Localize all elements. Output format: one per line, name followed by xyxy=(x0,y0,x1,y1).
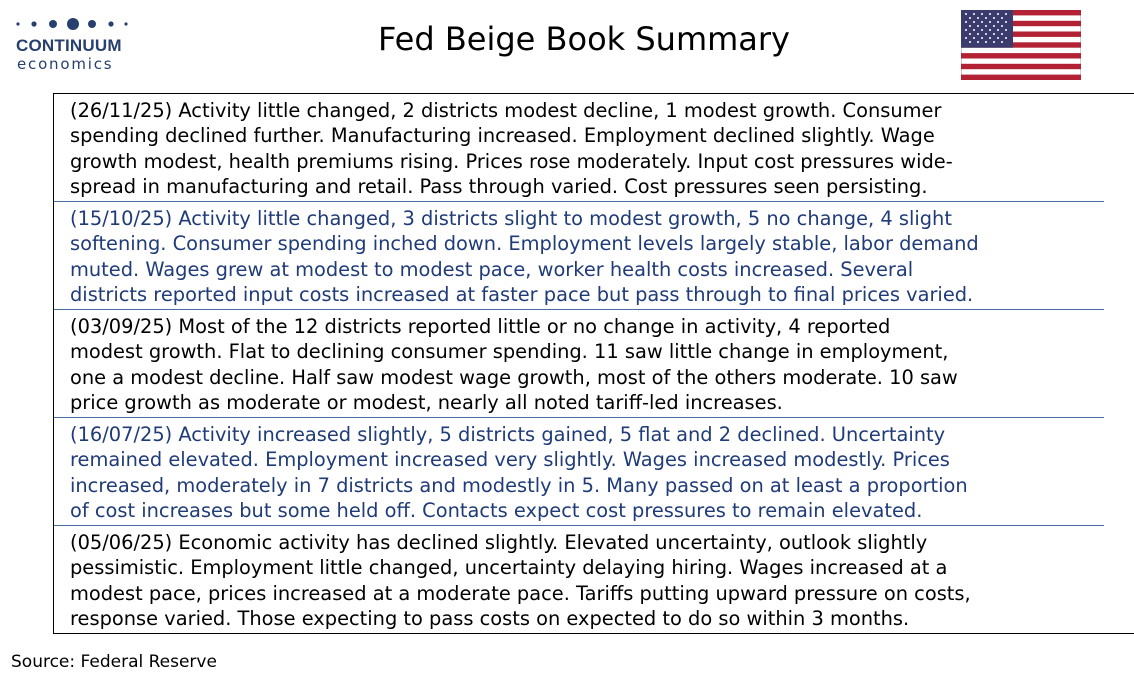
source-note: Source: Federal Reserve xyxy=(11,652,217,672)
entry-row-16-07-25: (16/07/25) Activity increased slightly, 5 districts gained, 5 flat and 2 declined. Uncertainty remained elevated. Employment increased very slightly. Wages increased modestly. Prices increased, moderately in 7 districts and modestly in 5. Many passed on at least a proportion of cost increases but some held off. Contacts expect cost pressures to remain elevated. xyxy=(70,423,968,523)
logo-subtitle: economics xyxy=(17,55,114,73)
logo-name: CONTINUUM xyxy=(16,36,122,55)
entry-row-15-10-25: (15/10/25) Activity little changed, 3 districts slight to modest growth, 5 no change, 4 slight softening. Consumer spending inched down. Employment levels largely stable, labor demand muted. Wages grew at modest to modest pace, worker health costs increased. Several districts reported input costs increased at faster pace but pass through to final prices varied. xyxy=(70,207,979,307)
beige-book-table xyxy=(53,93,1134,634)
entry-row-26-11-25: (26/11/25) Activity little changed, 2 districts modest decline, 1 modest growth. Consumer spending declined further. Manufacturing increased. Employment declined slightly. Wage growth modest, health premiums rising. Prices rose moderately. Input cost pressures wide- spread in manufacturing and retail. Pass through varied. Cost pressures seen persisting. xyxy=(70,99,953,199)
entry-row-03-09-25: (03/09/25) Most of the 12 districts reported little or no change in activity, 4 reported modest growth. Flat to declining consumer spending. 11 saw little change in employment, one a modest decline. Half saw modest wage growth, most of the others moderate. 10 saw price growth as moderate or modest, nearly all noted tariff-led increases. xyxy=(70,315,958,415)
us-flag-icon xyxy=(961,10,1081,80)
entry-row-05-06-25: (05/06/25) Economic activity has declined slightly. Elevated uncertainty, outlook slightly pessimistic. Employment little changed, uncertainty delaying hiring. Wages increased at a modest pace, prices increased at a moderate pace. Tariffs putting upward pressure on costs, response varied. Those expecting to pass costs on expected to do so within 3 months. xyxy=(70,531,971,631)
page-title: Fed Beige Book Summary xyxy=(378,20,790,58)
